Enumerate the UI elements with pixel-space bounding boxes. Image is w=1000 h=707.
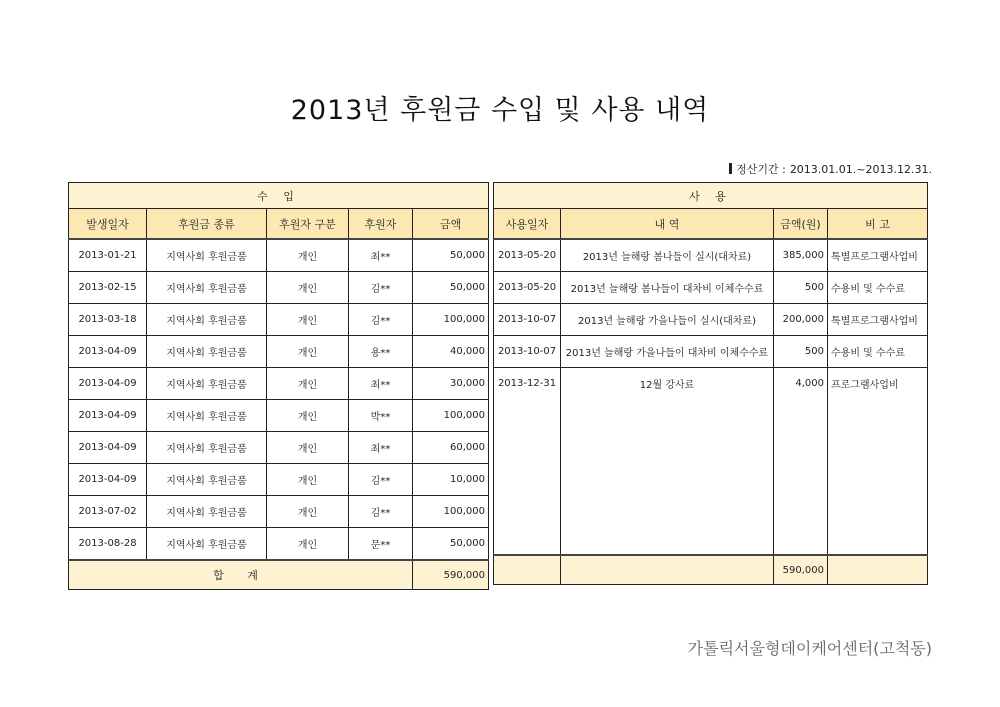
income-type-cell: 지역사회 후원금품 xyxy=(147,272,267,304)
income-donor-cell: 용** xyxy=(349,336,413,368)
income-amount-cell: 100,000 xyxy=(413,496,489,528)
expense-date-cell: 2013-12-31 xyxy=(494,368,561,400)
col-header-expense-amount: 금액(원) xyxy=(774,209,828,240)
expense-remark-cell: 특별프로그램사업비 xyxy=(828,239,928,272)
document-title: 2013년 후원금 수입 및 사용 내역 xyxy=(290,95,710,126)
col-header-type: 후원금 종류 xyxy=(147,209,267,240)
expense-remark-cell: 프로그램사업비 xyxy=(831,380,899,391)
expense-amount-cell: 500 xyxy=(774,272,828,304)
income-donor-cell: 최** xyxy=(349,239,413,272)
expense-total-blank xyxy=(494,555,561,585)
empty-cell xyxy=(494,399,561,430)
expense-date-cell: 2013-10-07 xyxy=(494,336,561,368)
expense-date-cell: 2013-10-07 xyxy=(494,304,561,336)
empty-cell xyxy=(561,461,774,492)
expense-remark-cell: 수용비 및 수수료 xyxy=(828,336,928,368)
empty-cell xyxy=(774,492,828,523)
income-donor-type-cell: 개인 xyxy=(267,464,349,496)
income-date-cell: 2013-07-02 xyxy=(69,496,147,528)
income-donor-cell: 김** xyxy=(349,304,413,336)
expense-empty-row xyxy=(494,492,928,523)
empty-cell xyxy=(494,461,561,492)
empty-cell xyxy=(774,430,828,461)
empty-cell xyxy=(494,430,561,461)
income-donor-cell: 김** xyxy=(349,464,413,496)
income-donor-cell: 최** xyxy=(349,368,413,400)
income-date-cell: 2013-04-09 xyxy=(69,432,147,464)
empty-cell xyxy=(774,523,828,555)
income-date-cell: 2013-02-15 xyxy=(69,272,147,304)
expense-amount-cell: 4,000 xyxy=(774,368,828,400)
expense-amount-cell: 500 xyxy=(774,336,828,368)
income-row xyxy=(69,336,489,368)
income-type-cell: 지역사회 후원금품 xyxy=(147,368,267,400)
income-row xyxy=(69,239,489,272)
organization-name: 가톨릭서울형데이케어센터(고척동) xyxy=(687,639,932,658)
empty-cell xyxy=(828,430,928,461)
income-donor-cell: 박** xyxy=(349,400,413,432)
income-type-cell: 지역사회 후원금품 xyxy=(147,528,267,561)
col-header-detail: 내 역 xyxy=(561,209,774,240)
income-type-cell: 지역사회 후원금품 xyxy=(147,336,267,368)
income-row xyxy=(69,304,489,336)
income-amount-cell: 50,000 xyxy=(413,272,489,304)
income-type-cell: 지역사회 후원금품 xyxy=(147,464,267,496)
expense-detail-cell: 2013년 늘해랑 가을나들이 실시(대차료) xyxy=(561,304,774,336)
income-type-cell: 지역사회 후원금품 xyxy=(147,432,267,464)
income-donor-type-cell: 개인 xyxy=(267,528,349,561)
col-header-donor: 후원자 xyxy=(349,209,413,240)
expense-date-cell: 2013-05-20 xyxy=(494,272,561,304)
empty-cell xyxy=(561,399,774,430)
empty-cell xyxy=(828,399,928,430)
expense-row xyxy=(494,304,928,336)
income-amount-cell: 100,000 xyxy=(413,304,489,336)
income-amount-cell: 30,000 xyxy=(413,368,489,400)
income-amount-cell: 100,000 xyxy=(413,400,489,432)
expense-detail-cell: 2013년 늘해랑 가을나들이 대차비 이체수수료 xyxy=(561,336,774,368)
expense-row xyxy=(494,272,928,304)
empty-cell xyxy=(494,523,561,555)
empty-cell xyxy=(561,523,774,555)
empty-cell xyxy=(561,430,774,461)
income-row xyxy=(69,368,489,400)
income-donor-cell: 문** xyxy=(349,528,413,561)
income-type-cell: 지역사회 후원금품 xyxy=(147,400,267,432)
expense-row xyxy=(494,239,928,272)
income-donor-type-cell: 개인 xyxy=(267,336,349,368)
expense-remark-cell: 수용비 및 수수료 xyxy=(828,272,928,304)
income-section-header: 수 입 xyxy=(69,183,489,209)
empty-cell xyxy=(828,523,928,555)
expense-row xyxy=(494,368,928,400)
expense-empty-row xyxy=(494,399,928,430)
income-type-cell: 지역사회 후원금품 xyxy=(147,239,267,272)
expense-remark-cell: 특별프로그램사업비 xyxy=(828,304,928,336)
expense-total-amount: 590,000 xyxy=(774,555,828,585)
income-table xyxy=(68,182,489,590)
expense-detail-cell: 2013년 늘해랑 봄나들이 대차비 이체수수료 xyxy=(561,272,774,304)
empty-cell xyxy=(774,399,828,430)
col-header-remark: 비 고 xyxy=(828,209,928,240)
income-donor-type-cell: 개인 xyxy=(267,368,349,400)
income-row xyxy=(69,496,489,528)
expense-total-blank xyxy=(828,555,928,585)
income-donor-type-cell: 개인 xyxy=(267,496,349,528)
expense-total-blank xyxy=(561,555,774,585)
income-amount-cell: 40,000 xyxy=(413,336,489,368)
income-row xyxy=(69,528,489,561)
expense-date-cell: 2013-05-20 xyxy=(494,239,561,272)
expense-row xyxy=(494,336,928,368)
empty-cell xyxy=(494,492,561,523)
income-donor-cell: 김** xyxy=(349,272,413,304)
settlement-period xyxy=(729,161,932,177)
income-amount-cell: 60,000 xyxy=(413,432,489,464)
expense-empty-row xyxy=(494,461,928,492)
income-donor-type-cell: 개인 xyxy=(267,432,349,464)
bullet-mark xyxy=(729,163,732,174)
col-header-use-date: 사용일자 xyxy=(494,209,561,240)
expense-amount-cell: 200,000 xyxy=(774,304,828,336)
income-date-cell: 2013-04-09 xyxy=(69,368,147,400)
income-date-cell: 2013-04-09 xyxy=(69,336,147,368)
expense-amount-cell: 385,000 xyxy=(774,239,828,272)
expense-empty-row xyxy=(494,430,928,461)
income-row xyxy=(69,272,489,304)
empty-cell xyxy=(774,461,828,492)
income-date-cell: 2013-04-09 xyxy=(69,464,147,496)
expense-detail-cell: 2013년 늘해랑 봄나들이 실시(대차료) xyxy=(561,239,774,272)
period-value: 2013.01.01.~2013.12.31. xyxy=(789,163,932,176)
income-date-cell: 2013-03-18 xyxy=(69,304,147,336)
empty-cell xyxy=(828,461,928,492)
col-header-donor-type: 후원자 구분 xyxy=(267,209,349,240)
income-date-cell: 2013-01-21 xyxy=(69,239,147,272)
income-type-cell: 지역사회 후원금품 xyxy=(147,496,267,528)
income-row xyxy=(69,400,489,432)
income-date-cell: 2013-08-28 xyxy=(69,528,147,561)
income-total-label: 합 계 xyxy=(69,560,413,590)
col-header-date: 발생일자 xyxy=(69,209,147,240)
income-row xyxy=(69,432,489,464)
income-donor-type-cell: 개인 xyxy=(267,272,349,304)
empty-cell xyxy=(828,492,928,523)
income-amount-cell: 50,000 xyxy=(413,528,489,561)
income-row xyxy=(69,464,489,496)
income-type-cell: 지역사회 후원금품 xyxy=(147,304,267,336)
income-donor-type-cell: 개인 xyxy=(267,400,349,432)
expense-table xyxy=(493,182,928,585)
income-donor-cell: 김** xyxy=(349,496,413,528)
expense-detail-cell: 12월 강사료 xyxy=(561,368,774,400)
expense-empty-row xyxy=(494,523,928,555)
income-donor-cell: 최** xyxy=(349,432,413,464)
period-label: 정산기간 : xyxy=(736,163,786,176)
col-header-amount: 금액 xyxy=(413,209,489,240)
income-donor-type-cell: 개인 xyxy=(267,304,349,336)
income-date-cell: 2013-04-09 xyxy=(69,400,147,432)
empty-cell xyxy=(561,492,774,523)
income-donor-type-cell: 개인 xyxy=(267,239,349,272)
income-amount-cell: 50,000 xyxy=(413,239,489,272)
income-amount-cell: 10,000 xyxy=(413,464,489,496)
expense-section-header: 사 용 xyxy=(494,183,928,209)
income-total-amount: 590,000 xyxy=(413,560,489,590)
